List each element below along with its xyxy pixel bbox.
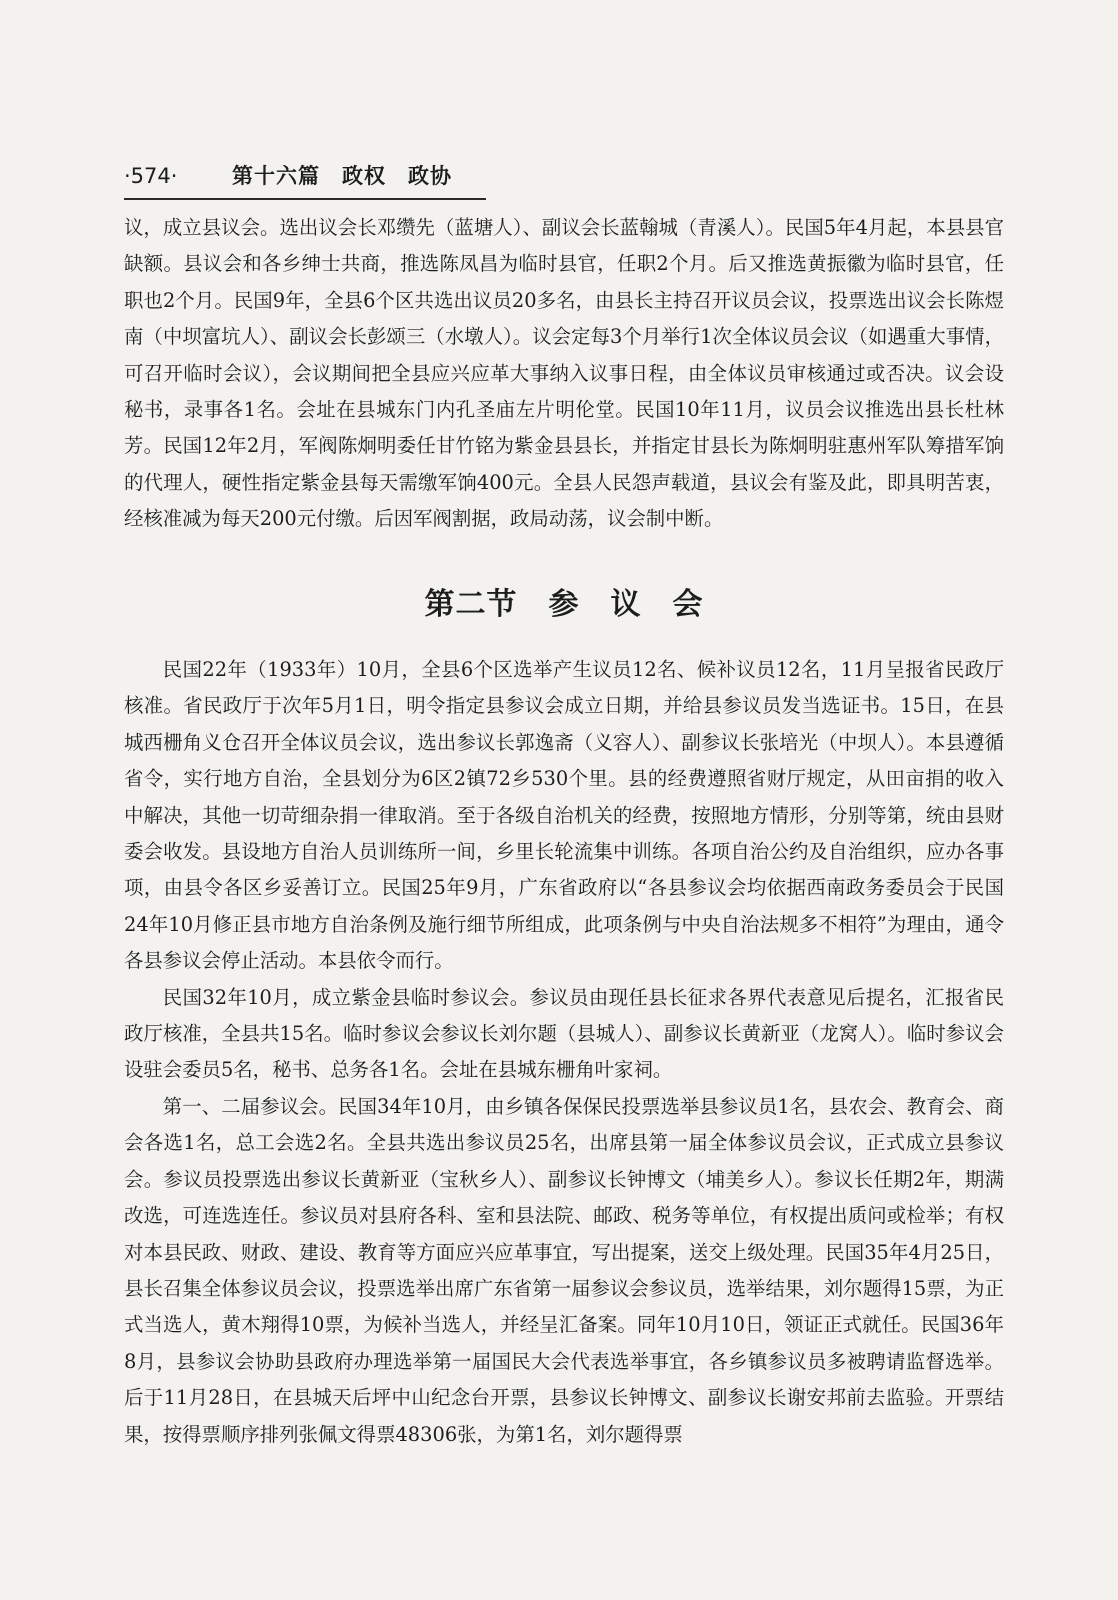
paragraph: 民国22年（1933年）10月，全县6个区选举产生议员12名、候补议员12名，11月呈报省民政厅核准。省民政厅于次年5月1日，明令指定县参议会成立日期，并给县参议员发当选证书。15日，在县城西栅角义仓召开全体议员会议，选出参议长郭逸斋（义容人）、副参议长张培光（中坝人）。本县遵循省令，实行地方自治，全县划分为6区2镇72乡530个里。县的经费遵照省财厅规定，从田亩捐的收入中解决，其他一切苛细杂捐一律取消。至于各级自治机关的经费，按照地方情形，分别等第，统由县财委会收发。县设地方自治人员训练所一间，乡里长轮流集中训练。各项自治公约及自治组织，应办各事项，由县令各区乡妥善订立。民国25年9月，广东省政府以“各县参议会均依据西南政务委员会于民国24年10月修正县市地方自治条例及施行细节所组成，此项条例与中央自治法规多不相符”为理由，通令各县参议会停止活动。本县依令而行。 [124,658,1004,973]
paragraph-continued: 议，成立县议会。选出议会长邓缵先（蓝塘人）、副议会长蓝翰城（青溪人）。民国5年4月起，本县县官缺额。县议会和各乡绅士共商，推选陈凤昌为临时县官，任职2个月。后又推选黄振徽为临时县官，任职也2个月。民国9年，全县6个区共选出议员20多名，由县长主持召开议员会议，投票选出议会长陈煜南（中坝富坑人）、副议会长彭颂三（水墩人）。议会定每3个月举行1次全体议员会议（如遇重大事情，可召开临时会议），会议期间把全县应兴应革大事纳入议事日程，由全体议员审核通过或否决。议会设秘书，录事各1名。会址在县城东门内孔圣庙左片明伦堂。民国10年11月，议员会议推选出县长杜林芳。民国12年2月，军阀陈炯明委任甘竹铭为紫金县县长，并指定甘县长为陈炯明驻惠州军队筹措军饷的代理人，硬性指定紫金县每天需缴军饷400元。全县人民怨声载道，县议会有鉴及此，即具明苦衷，经核准减为每天200元付缴。后因军阀割据，政局动荡，议会制中断。 [124,216,1004,531]
page-number: ·574· [124,164,178,188]
section-heading: 第二节 参 议 会 [424,587,704,622]
paragraph: 民国32年10月，成立紫金县临时参议会。参议员由现任县长征求各界代表意见后提名，汇报省民政厅核准，全县共15名。临时参议会参议长刘尔题（县城人）、副参议长黄新亚（龙窝人）。临时参议会设驻会委员5名，秘书、总务各1名。会址在县城东栅角叶家祠。 [124,985,1004,1082]
chapter-title: 第十六篇 政权 政协 [232,164,452,188]
text-block-first-section [124,210,1004,538]
text-block-second-section [124,652,1004,1453]
header-rule [124,198,486,200]
running-header [124,160,1004,192]
paragraph: 第一、二届参议会。民国34年10月，由乡镇各保保民投票选举县参议员1名，县农会、教育会、商会各选1名，总工会选2名。全县共选出参议员25名，出席县第一届全体参议员会议，正式成立县参议会。参议员投票选出参议长黄新亚（宝秋乡人）、副参议长钟博文（埔美乡人）。参议长任期2年，期满改选，可连选连任。参议员对县府各科、室和县法院、邮政、税务等单位，有权提出质问或检举；有权对本县民政、财政、建设、教育等方面应兴应革事宜，写出提案，送交上级处理。民国35年4月25日，县长召集全体参议员会议，投票选举出席广东省第一届参议会参议员，选举结果，刘尔题得15票，为正式当选人，黄木翔得10票，为候补当选人，并经呈汇备案。同年10月10日，领证正式就任。民国36年8月，县参议会协助县政府办理选举第一届国民大会代表选举事宜，各乡镇参议员多被聘请监督选举。后于11月28日，在县城天后坪中山纪念台开票，县参议长钟博文、副参议长谢安邦前去监验。开票结果，按得票顺序排列张佩文得票48306张，为第1名，刘尔题得票 [124,1094,1004,1446]
